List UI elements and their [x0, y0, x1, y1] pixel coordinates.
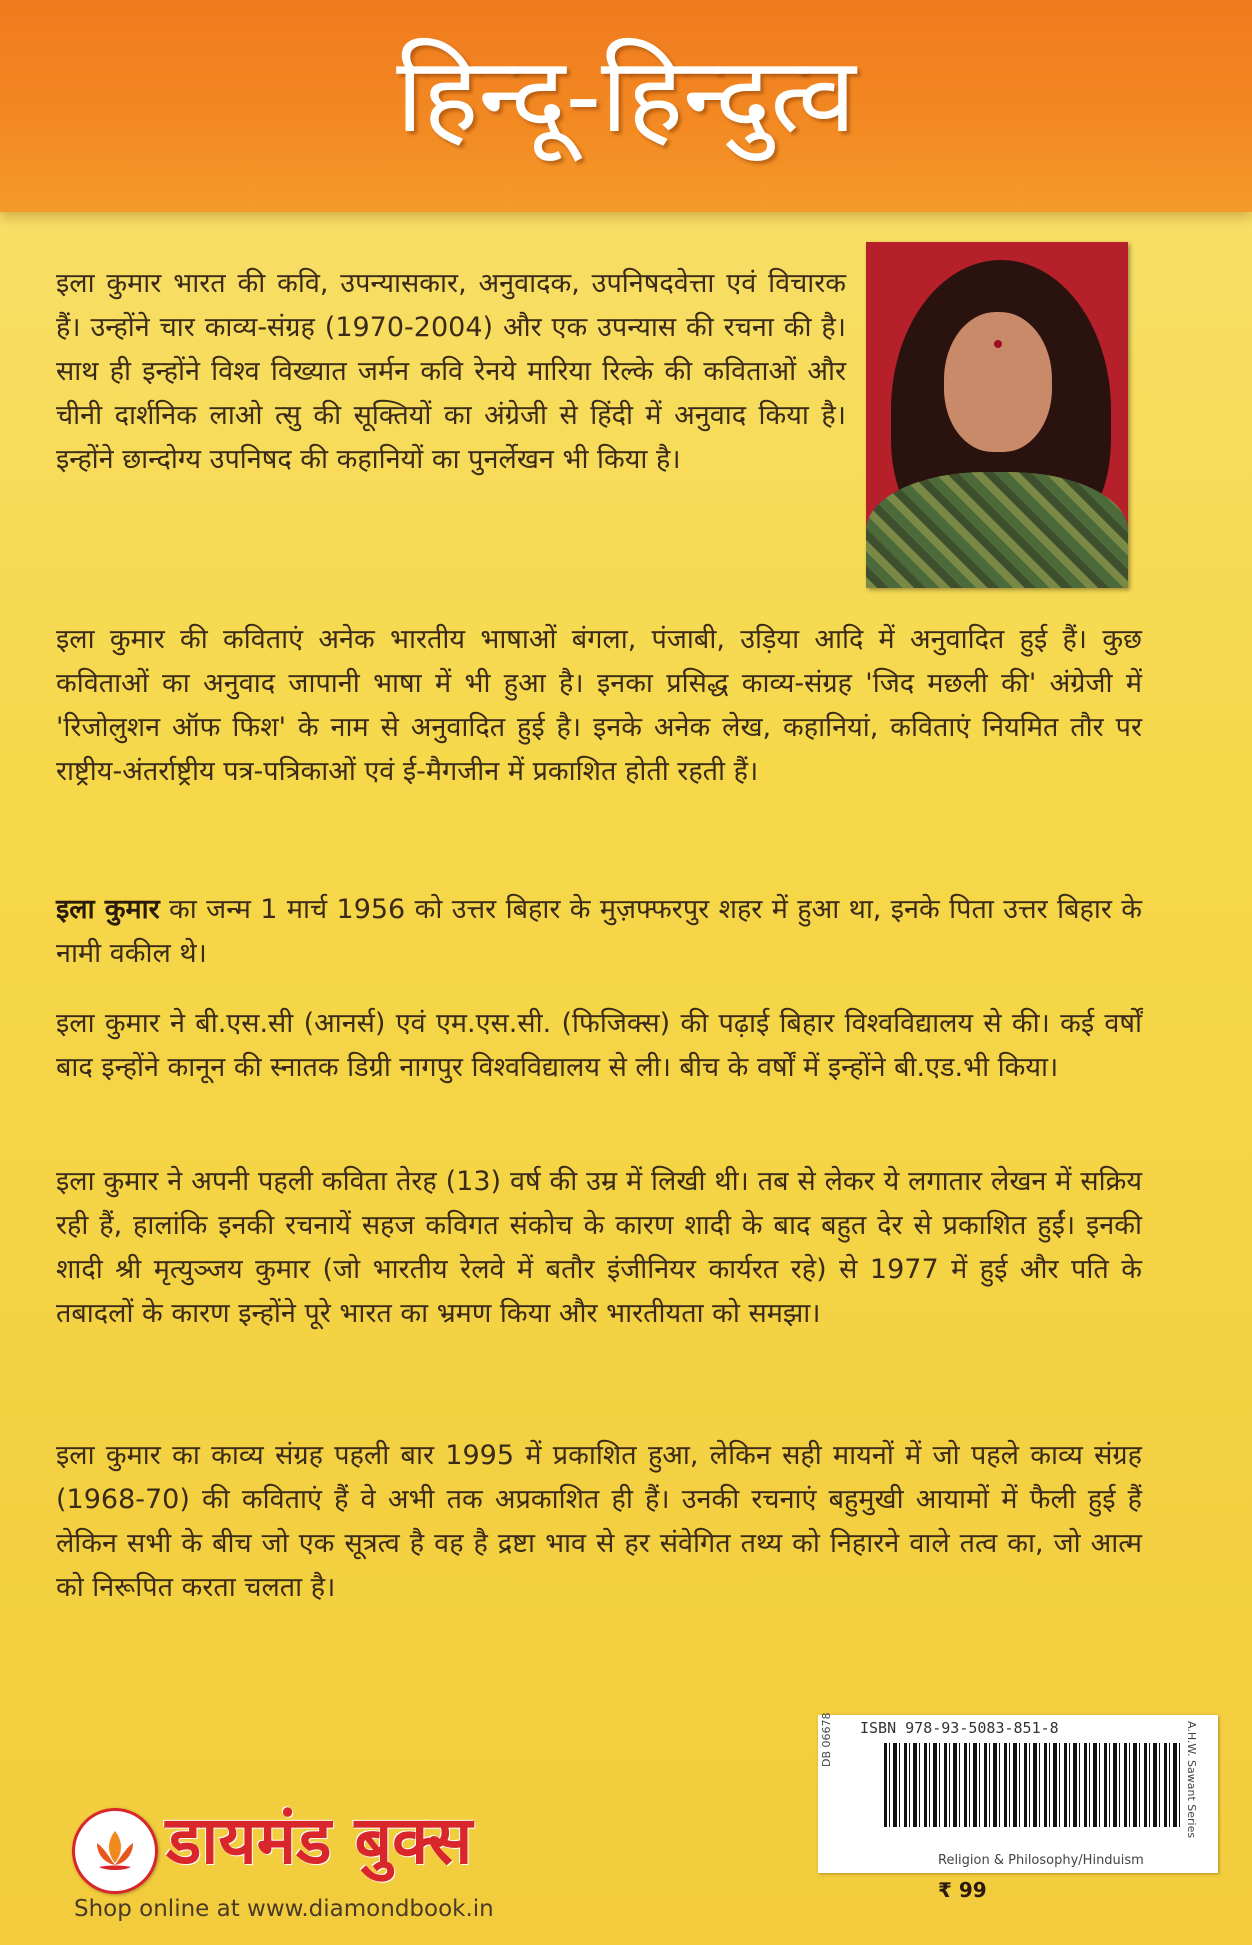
lotus-icon [89, 1825, 141, 1877]
photo-face [944, 312, 1052, 452]
barcode-bars [884, 1743, 1184, 1827]
birth-text: का जन्म 1 मार्च 1956 को उत्तर बिहार के मुज़फ्फरपुर शहर में हुआ था, इनके पिता उत्तर बिहार के नामी वकील थे। [56, 894, 1142, 969]
bio-paragraph-1: इला कुमार भारत की कवि, उपन्यासकार, अनुवादक, उपनिषदवेत्ता एवं विचारक हैं। उन्होंने चार काव्य-संग्रह (1970-2004) और एक उपन्यास की रचना की है। साथ ही इन्होंने विश्व विख्यात जर्मन कवि रेनये मारिया रिल्के की कविताओं और चीनी दार्शनिक लाओ त्सु की सूक्तियों का अंग्रेजी से हिंदी में अनुवाद किया है। इन्होंने छान्दोग्य उपनिषद की कहानियों का पुनर्लेखन भी किया है। [56, 268, 846, 475]
book-title: हिन्दू-हिन्दुत्व [396, 34, 856, 156]
barcode-label [818, 1712, 1218, 1873]
book-category: Religion & Philosophy/Hinduism [938, 1853, 1144, 1868]
bio-paragraph-2: इला कुमार की कविताएं अनेक भारतीय भाषाओं बंगला, पंजाबी, उड़िया आदि में अनुवादित हुई हैं। कुछ कविताओं का अनुवाद जापानी भाषा में भी हुआ है। इनका प्रसिद्ध काव्य-संग्रह 'जिद मछली की' अंग्रेजी में 'रिजोलुशन ऑफ फिश' के नाम से अनुवादित हुई है। इनके अनेक लेख, कहानियां, कविताएं नियमित तौर पर राष्ट्रीय-अंतर्राष्ट्रीय पत्र-पत्रिकाओं एवं ई-मैगजीन में प्रकाशित होती रहती हैं। [56, 624, 1142, 787]
photo-bindi [994, 340, 1002, 348]
bio-paragraph-5: इला कुमार ने अपनी पहली कविता तेरह (13) वर्ष की उम्र में लिखी थी। तब से लेकर ये लगातार लेखन में सक्रिय रही हैं, हालांकि इनकी रचनायें सहज कविगत संकोच के कारण शादी के बाद बहुत देर से प्रकाशित हुईं। इनकी शादी श्री मृत्युञ्जय कुमार (जो भारतीय रेलवे में बतौर इंजीनियर कार्यरत रहे) से 1977 में हुई और पति के तबादलों के कारण इन्होंने पूरे भारत का भ्रमण किया और भारतीयता को समझा। [56, 1166, 1142, 1329]
bio-paragraph-3 [56, 888, 1142, 976]
shop-online-text: Shop online at www.diamondbook.in [74, 1896, 494, 1922]
author-name: इला कुमार [56, 894, 160, 925]
bio-paragraph-4: इला कुमार ने बी.एस.सी (आनर्स) एवं एम.एस.सी. (फिजिक्स) की पढ़ाई बिहार विश्वविद्यालय से की। कई वर्षों बाद इन्होंने कानून की स्नातक डिग्री नागपुर विश्वविद्यालय से ली। बीच के वर्षों में इन्होंने बी.एड.भी किया। [56, 1008, 1142, 1083]
bio-paragraph-6: इला कुमार का काव्य संग्रह पहली बार 1995 में प्रकाशित हुआ, लेकिन सही मायनों में जो पहले काव्य संग्रह (1968-70) की कविताएं हैं वे अभी तक अप्रकाशित ही हैं। उनकी रचनाएं बहुमुखी आयामों में फैली हुई हैं लेकिन सभी के बीच जो एक सूत्रत्व है वह है द्रष्टा भाव से हर संवेगित तथ्य को निहारने वाले तत्व का, जो आत्म को निरूपित करता चलता है। [56, 1440, 1142, 1603]
isbn-number: ISBN 978-93-5083-851-8 [860, 1719, 1059, 1737]
photo-saree [866, 472, 1128, 588]
catalog-code: DB 06678 [820, 1712, 833, 1767]
series-code: A.H.W. Sawant Series [1185, 1721, 1198, 1839]
publisher-name: डायमंड बुक्स [166, 1802, 473, 1879]
author-photo [866, 242, 1128, 588]
publisher-logo [72, 1808, 158, 1894]
book-price: ₹ 99 [938, 1878, 987, 1902]
